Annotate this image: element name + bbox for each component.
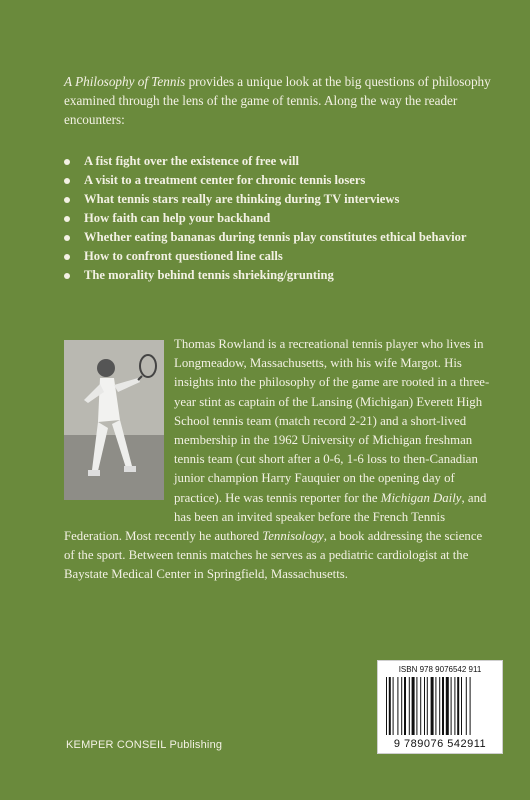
book-title: A Philosophy of Tennis <box>64 74 186 89</box>
barcode-icon <box>384 677 496 735</box>
bullet-item: The morality behind tennis shrieking/grunting <box>64 266 484 285</box>
bullet-icon <box>64 178 70 184</box>
bullet-icon <box>64 273 70 279</box>
bullet-item: What tennis stars really are thinking during TV interviews <box>64 190 484 209</box>
bullet-icon <box>64 235 70 241</box>
isbn-label: ISBN 978 9076542 911 <box>398 665 482 674</box>
bullet-icon <box>64 216 70 222</box>
book-name: Tennisology <box>262 529 324 544</box>
newspaper-name: Michigan Daily <box>380 490 462 505</box>
bullet-icon <box>64 159 70 165</box>
bullet-item: How to confront questioned line calls <box>64 247 484 266</box>
bullet-list <box>64 152 484 285</box>
bullet-item: A fist fight over the existence of free will <box>64 152 484 171</box>
barcode-digits: 9 789076 542911 <box>393 738 487 750</box>
bullet-icon <box>64 197 70 203</box>
isbn-barcode <box>377 660 503 754</box>
intro-text: provides a unique look at the big questions of philosophy examined through the lens of the game of tennis. Along the way the reader encounters: <box>64 74 491 127</box>
publisher-name: KEMPER CONSEIL Publishing <box>66 739 223 751</box>
author-bio: Thomas Rowland is a recreational tennis player who lives in Longmeadow, Massachusetts, with his wife Margot. His insights into the philosophy of the game are rooted in a three-year stint as captain of the Lansing (Michigan) Everett High School tennis team (match record 2-21) and a short-lived membership in the 1962 University of Michigan freshman tennis team (cut short after a 0-6, 1-6 loss to then-Canadian junior champion Harry Fauquier on the opening day of practice). He was tennis reporter for the Michigan Daily, and has been an invited speaker before the French Tennis Federation. Most recently he authored Tennisology, a book addressing the science of the sport. Between tennis matches he serves as a pediatric cardiologist at the Baystate Medical Center in Springfield, Massachusetts. <box>64 337 490 582</box>
intro-paragraph <box>64 72 494 129</box>
bullet-item: How faith can help your backhand <box>64 209 484 228</box>
bullet-icon <box>64 254 70 260</box>
bullet-item: Whether eating bananas during tennis play constitutes ethical behavior <box>64 228 484 247</box>
bullet-item: A visit to a treatment center for chronic tennis losers <box>64 171 484 190</box>
